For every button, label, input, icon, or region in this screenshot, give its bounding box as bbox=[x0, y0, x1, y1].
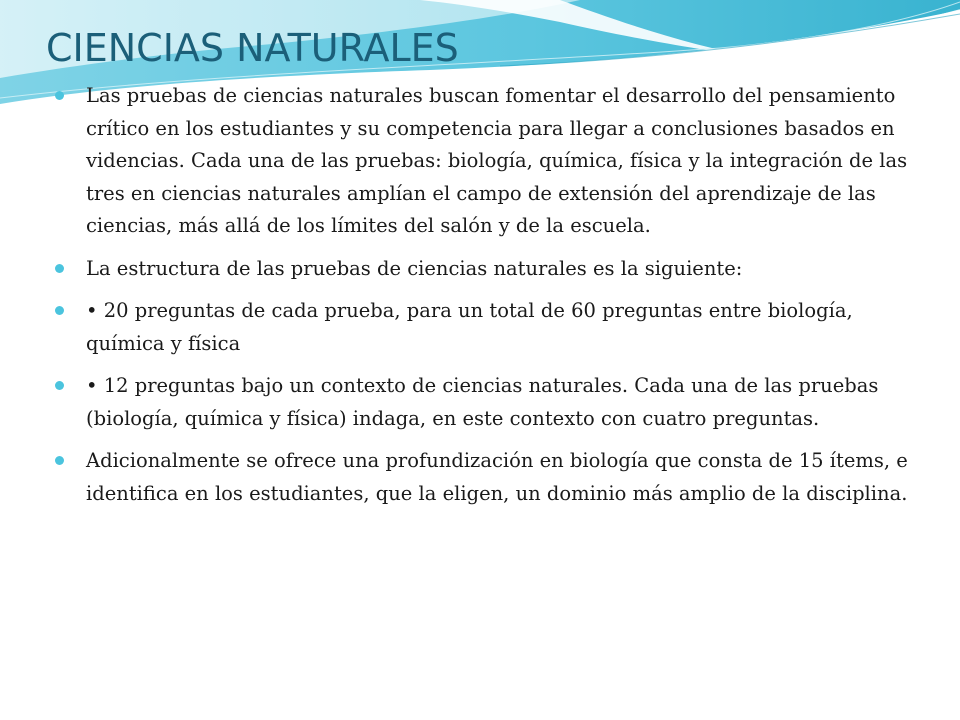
bullet-item bbox=[52, 80, 912, 243]
bullet-item bbox=[52, 295, 912, 360]
bullet-item bbox=[52, 370, 912, 435]
bullet-item bbox=[52, 445, 912, 510]
bullet-dot-icon bbox=[55, 306, 64, 315]
bullet-dot-icon bbox=[55, 456, 64, 465]
bullet-text: La estructura de las pruebas de ciencias naturales es la siguiente: bbox=[86, 256, 743, 280]
bullet-dot-icon bbox=[55, 91, 64, 100]
slide-title: CIENCIAS NATURALES bbox=[46, 26, 459, 70]
bullet-item bbox=[52, 253, 912, 286]
bullet-text: • 20 preguntas de cada prueba, para un total de 60 preguntas entre biología, química y física bbox=[86, 299, 853, 355]
bullet-text: • 12 preguntas bajo un contexto de ciencias naturales. Cada una de las pruebas (biología, química y física) indaga, en este contexto con cuatro preguntas. bbox=[86, 374, 879, 430]
bullet-text: Las pruebas de ciencias naturales buscan fomentar el desarrollo del pensamiento crítico en los estudiantes y su competencia para llegar a conclusiones basados en videncias. Cada una de las pruebas: biología, química, física y la integración de las tres en ciencias naturales amplían el campo de extensión del aprendizaje de las ciencias, más allá de los límites del salón y de la escuela. bbox=[86, 84, 908, 237]
bullet-text: Adicionalmente se ofrece una profundización en biología que consta de 15 ítems, e identifica en los estudiantes, que la eligen, un dominio más amplio de la disciplina. bbox=[86, 449, 908, 505]
bullet-dot-icon bbox=[55, 381, 64, 390]
bullet-dot-icon bbox=[55, 264, 64, 273]
bullet-list bbox=[52, 80, 912, 520]
